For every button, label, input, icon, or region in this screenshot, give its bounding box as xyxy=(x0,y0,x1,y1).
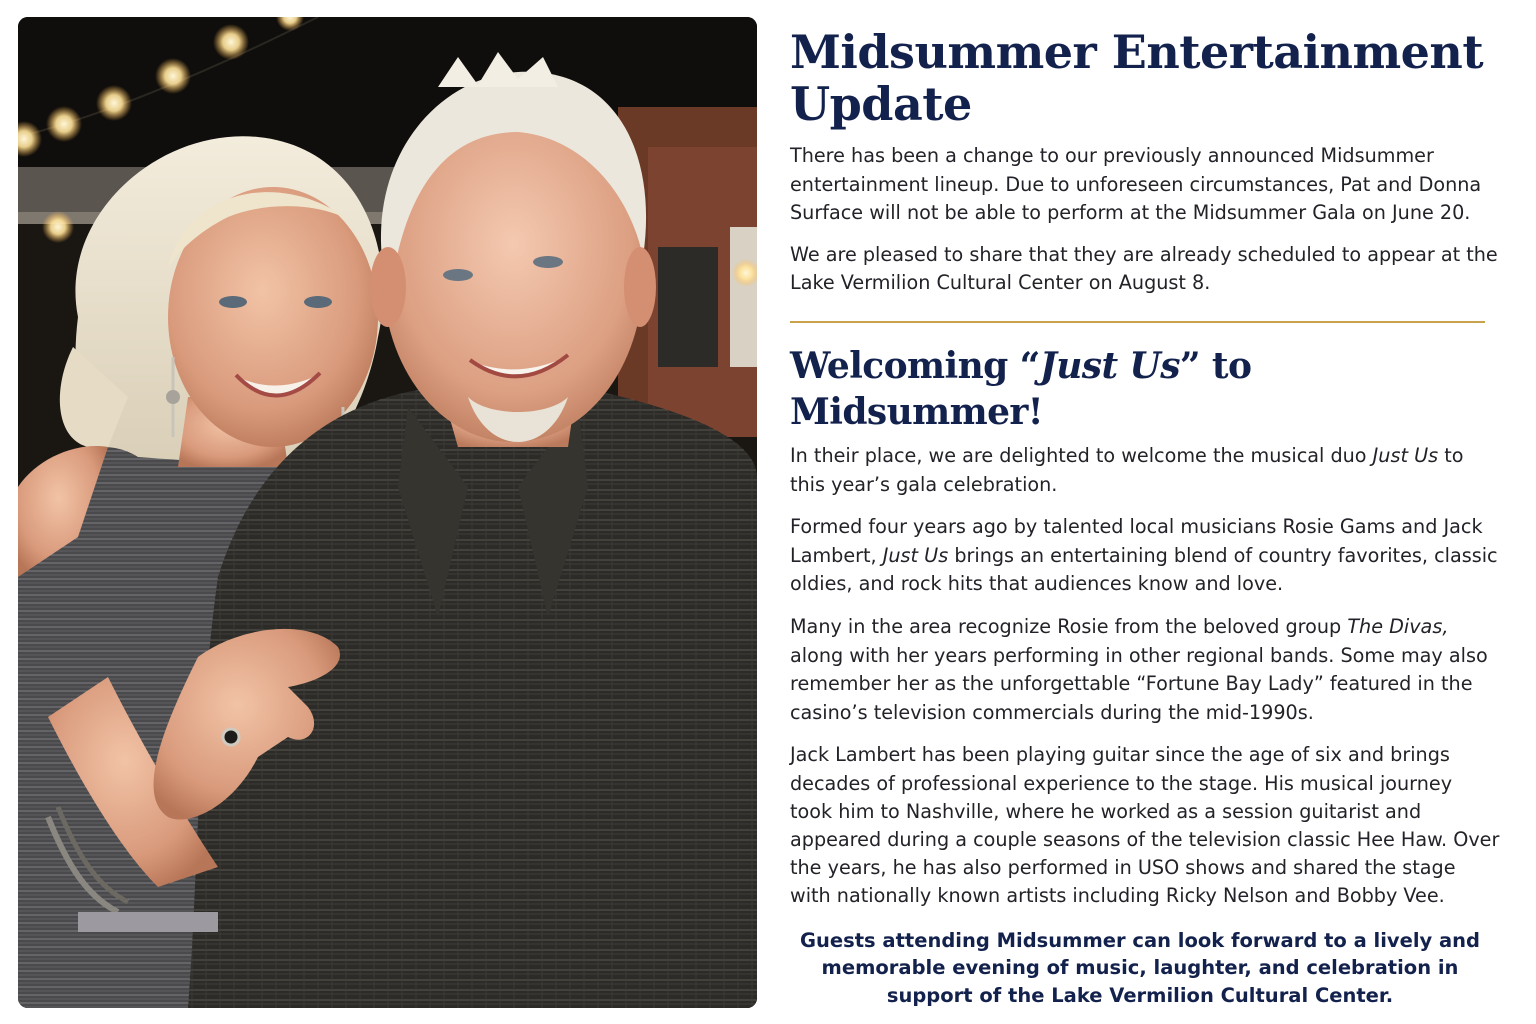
welcome-text-end: to this year’s gala celebration. xyxy=(790,443,1464,496)
rosie-text-end: along with her years performing in other regional bands. Some may also remember her as the unforgettable “Fortune Bay Lady” featured in the casino’s television commercials during the mid-1990s. xyxy=(790,643,1488,724)
couple-photo-illustration xyxy=(18,17,757,1008)
welcome-text: In their place, we are delighted to welcome the musical duo xyxy=(790,443,1373,467)
formed-text-end: brings an entertaining blend of country favorites, classic oldies, and rock hits that audiences know and love. xyxy=(790,543,1498,596)
section-heading xyxy=(790,343,1500,435)
welcome-paragraph xyxy=(790,442,1500,499)
heading-text-before: Welcoming “ xyxy=(790,344,1040,387)
intro-paragraph: There has been a change to our previously announced Midsummer entertainment lineup. Due to unforeseen circumstances, Pat and Donna Surface will not be able to perform at the Midsummer Gala on June 20. xyxy=(790,144,1482,225)
reschedule-paragraph: We are pleased to share that they are already scheduled to appear at the Lake Vermilion Cultural Center on August 8. xyxy=(790,242,1498,295)
heading-text-after: ” to Midsummer! xyxy=(790,344,1252,433)
gold-divider xyxy=(790,321,1485,323)
band-name: Just Us xyxy=(1372,443,1439,467)
couple-photo xyxy=(18,17,757,1008)
article xyxy=(790,26,1500,1009)
formed-paragraph xyxy=(790,513,1500,599)
rosie-text: Many in the area recognize Rosie from the beloved group xyxy=(790,614,1348,638)
group-name: The Divas, xyxy=(1347,614,1449,638)
rosie-paragraph xyxy=(790,613,1500,727)
closing-statement: Guests attending Midsummer can look forward to a lively and memorable evening of music, laughter, and celebration in support of the Lake Vermilion Cultural Center. xyxy=(799,928,1481,1007)
band-name: Just Us xyxy=(882,543,949,567)
heading-band-name: Just Us xyxy=(1039,344,1180,387)
jack-paragraph: Jack Lambert has been playing guitar since the age of six and brings decades of professional experience to the stage. His musical journey took him to Nashville, where he worked as a session guitarist and appeared during a couple seasons of the television classic Hee Haw. Over the years, he has also performed in USO shows and shared the stage with nationally known artists including Ricky Nelson and Bobby Vee. xyxy=(790,743,1500,908)
formed-text: Formed four years ago by talented local musicians Rosie Gams and Jack Lambert, xyxy=(790,515,1483,567)
page-title: Midsummer Entertainment Update xyxy=(790,25,1484,131)
